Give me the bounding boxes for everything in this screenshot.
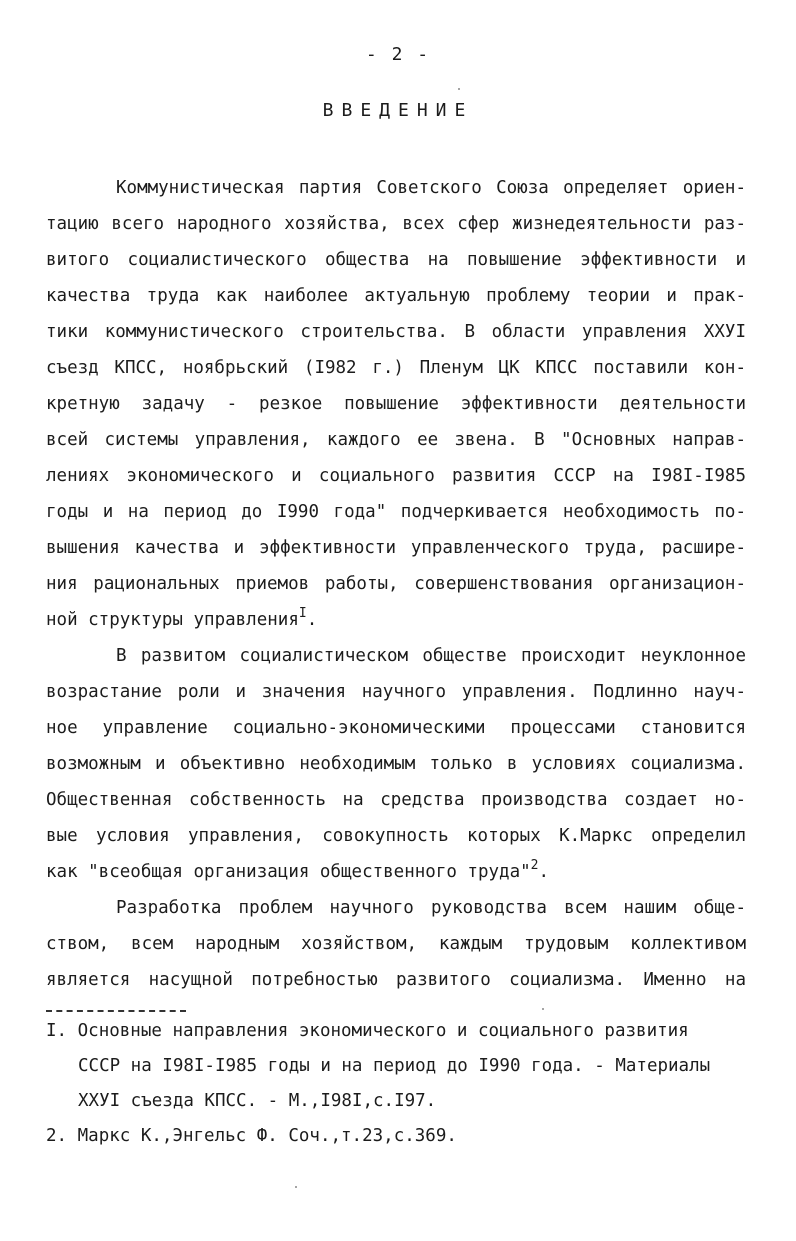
paragraph-2	[46, 638, 746, 890]
text-line: годы и на период до I990 года" подчеркивается необходимость по-	[46, 502, 746, 522]
text-line: ния рациональных приемов работы, совершенствования организацион-	[46, 574, 746, 594]
scan-speck	[458, 88, 460, 90]
text-line: вые условия управления, совокупность которых К.Маркс определил	[46, 826, 746, 846]
footnote-marker: 2.	[46, 1126, 68, 1146]
footnote-line: ХХУI съезда КПСС. - М.,I98I,с.I97.	[78, 1091, 437, 1111]
text-line: Разработка проблем научного руководства всем нашим обще-	[116, 898, 746, 918]
footnote-2	[46, 1119, 756, 1154]
text-line: В развитом социалистическом обществе происходит неуклонное	[116, 646, 746, 666]
text-line: качества труда как наиболее актуальную проблему теории и прак-	[46, 286, 746, 306]
footnote-text: Основные направления экономического и социального развития	[77, 1021, 689, 1041]
text-line: вышения качества и эффективности управленческого труда, расшире-	[46, 538, 746, 558]
text-line: лениях экономического и социального развития СССР на I98I-I985	[46, 466, 746, 486]
text-line: тацию всего народного хозяйства, всех сфер жизнедеятельности раз-	[46, 214, 746, 234]
text-line: ное управление социально-экономическими процессами становится	[46, 718, 746, 738]
text-line: витого социалистического общества на повышение эффективности и	[46, 250, 746, 270]
body-text	[46, 170, 746, 998]
text-line: возрастание роли и значения научного управления. Подлинно науч-	[46, 682, 746, 702]
footnote-ref-2: 2	[530, 858, 539, 873]
text-line: съезд КПСС, ноябрьский (I982 г.) Пленум ЦК КПСС поставили кон-	[46, 358, 746, 378]
text-line: всей системы управления, каждого ее звена. В "Основных направ-	[46, 430, 746, 450]
text-fragment: .	[538, 862, 550, 882]
page-number: - 2 -	[365, 44, 431, 65]
text-fragment: ной структуры управления	[46, 610, 299, 630]
text-line: Общественная собственность на средства производства создает но-	[46, 790, 746, 810]
text-line	[46, 602, 746, 638]
footnote-line: СССР на I98I-I985 годы и на период до I990 года. - Материалы	[78, 1056, 711, 1076]
paragraph-3	[46, 890, 746, 998]
text-line: ством, всем народным хозяйством, каждым трудовым коллективом	[46, 934, 746, 954]
text-fragment: как "всеобщая организация общественного труда"	[46, 862, 531, 882]
footnote-1	[46, 1014, 756, 1119]
footnote-line	[46, 1014, 756, 1049]
footnote-ref-1: I	[298, 606, 307, 621]
page-title: ВВЕДЕНИЕ	[322, 100, 474, 121]
text-line: возможным и объективно необходимым только в условиях социализма.	[46, 754, 746, 774]
text-line: тики коммунистического строительства. В области управления ХХУI	[46, 322, 746, 342]
footnote-marker: I.	[46, 1021, 68, 1041]
text-line: кретную задачу - резкое повышение эффективности деятельности	[46, 394, 746, 414]
scan-speck	[542, 1008, 544, 1010]
text-line: Коммунистическая партия Советского Союза определяет ориен-	[116, 178, 746, 198]
footnote-line	[46, 1119, 756, 1154]
paragraph-1	[46, 170, 746, 638]
footnote-text: Маркс К.,Энгельс Ф. Соч.,т.23,с.369.	[77, 1126, 457, 1146]
text-line: является насущной потребностью развитого социализма. Именно на	[46, 970, 746, 990]
text-line	[46, 854, 746, 890]
footnote-divider	[46, 1010, 186, 1012]
scan-speck	[295, 1186, 297, 1188]
footnotes	[46, 1014, 756, 1154]
text-fragment: .	[306, 610, 318, 630]
